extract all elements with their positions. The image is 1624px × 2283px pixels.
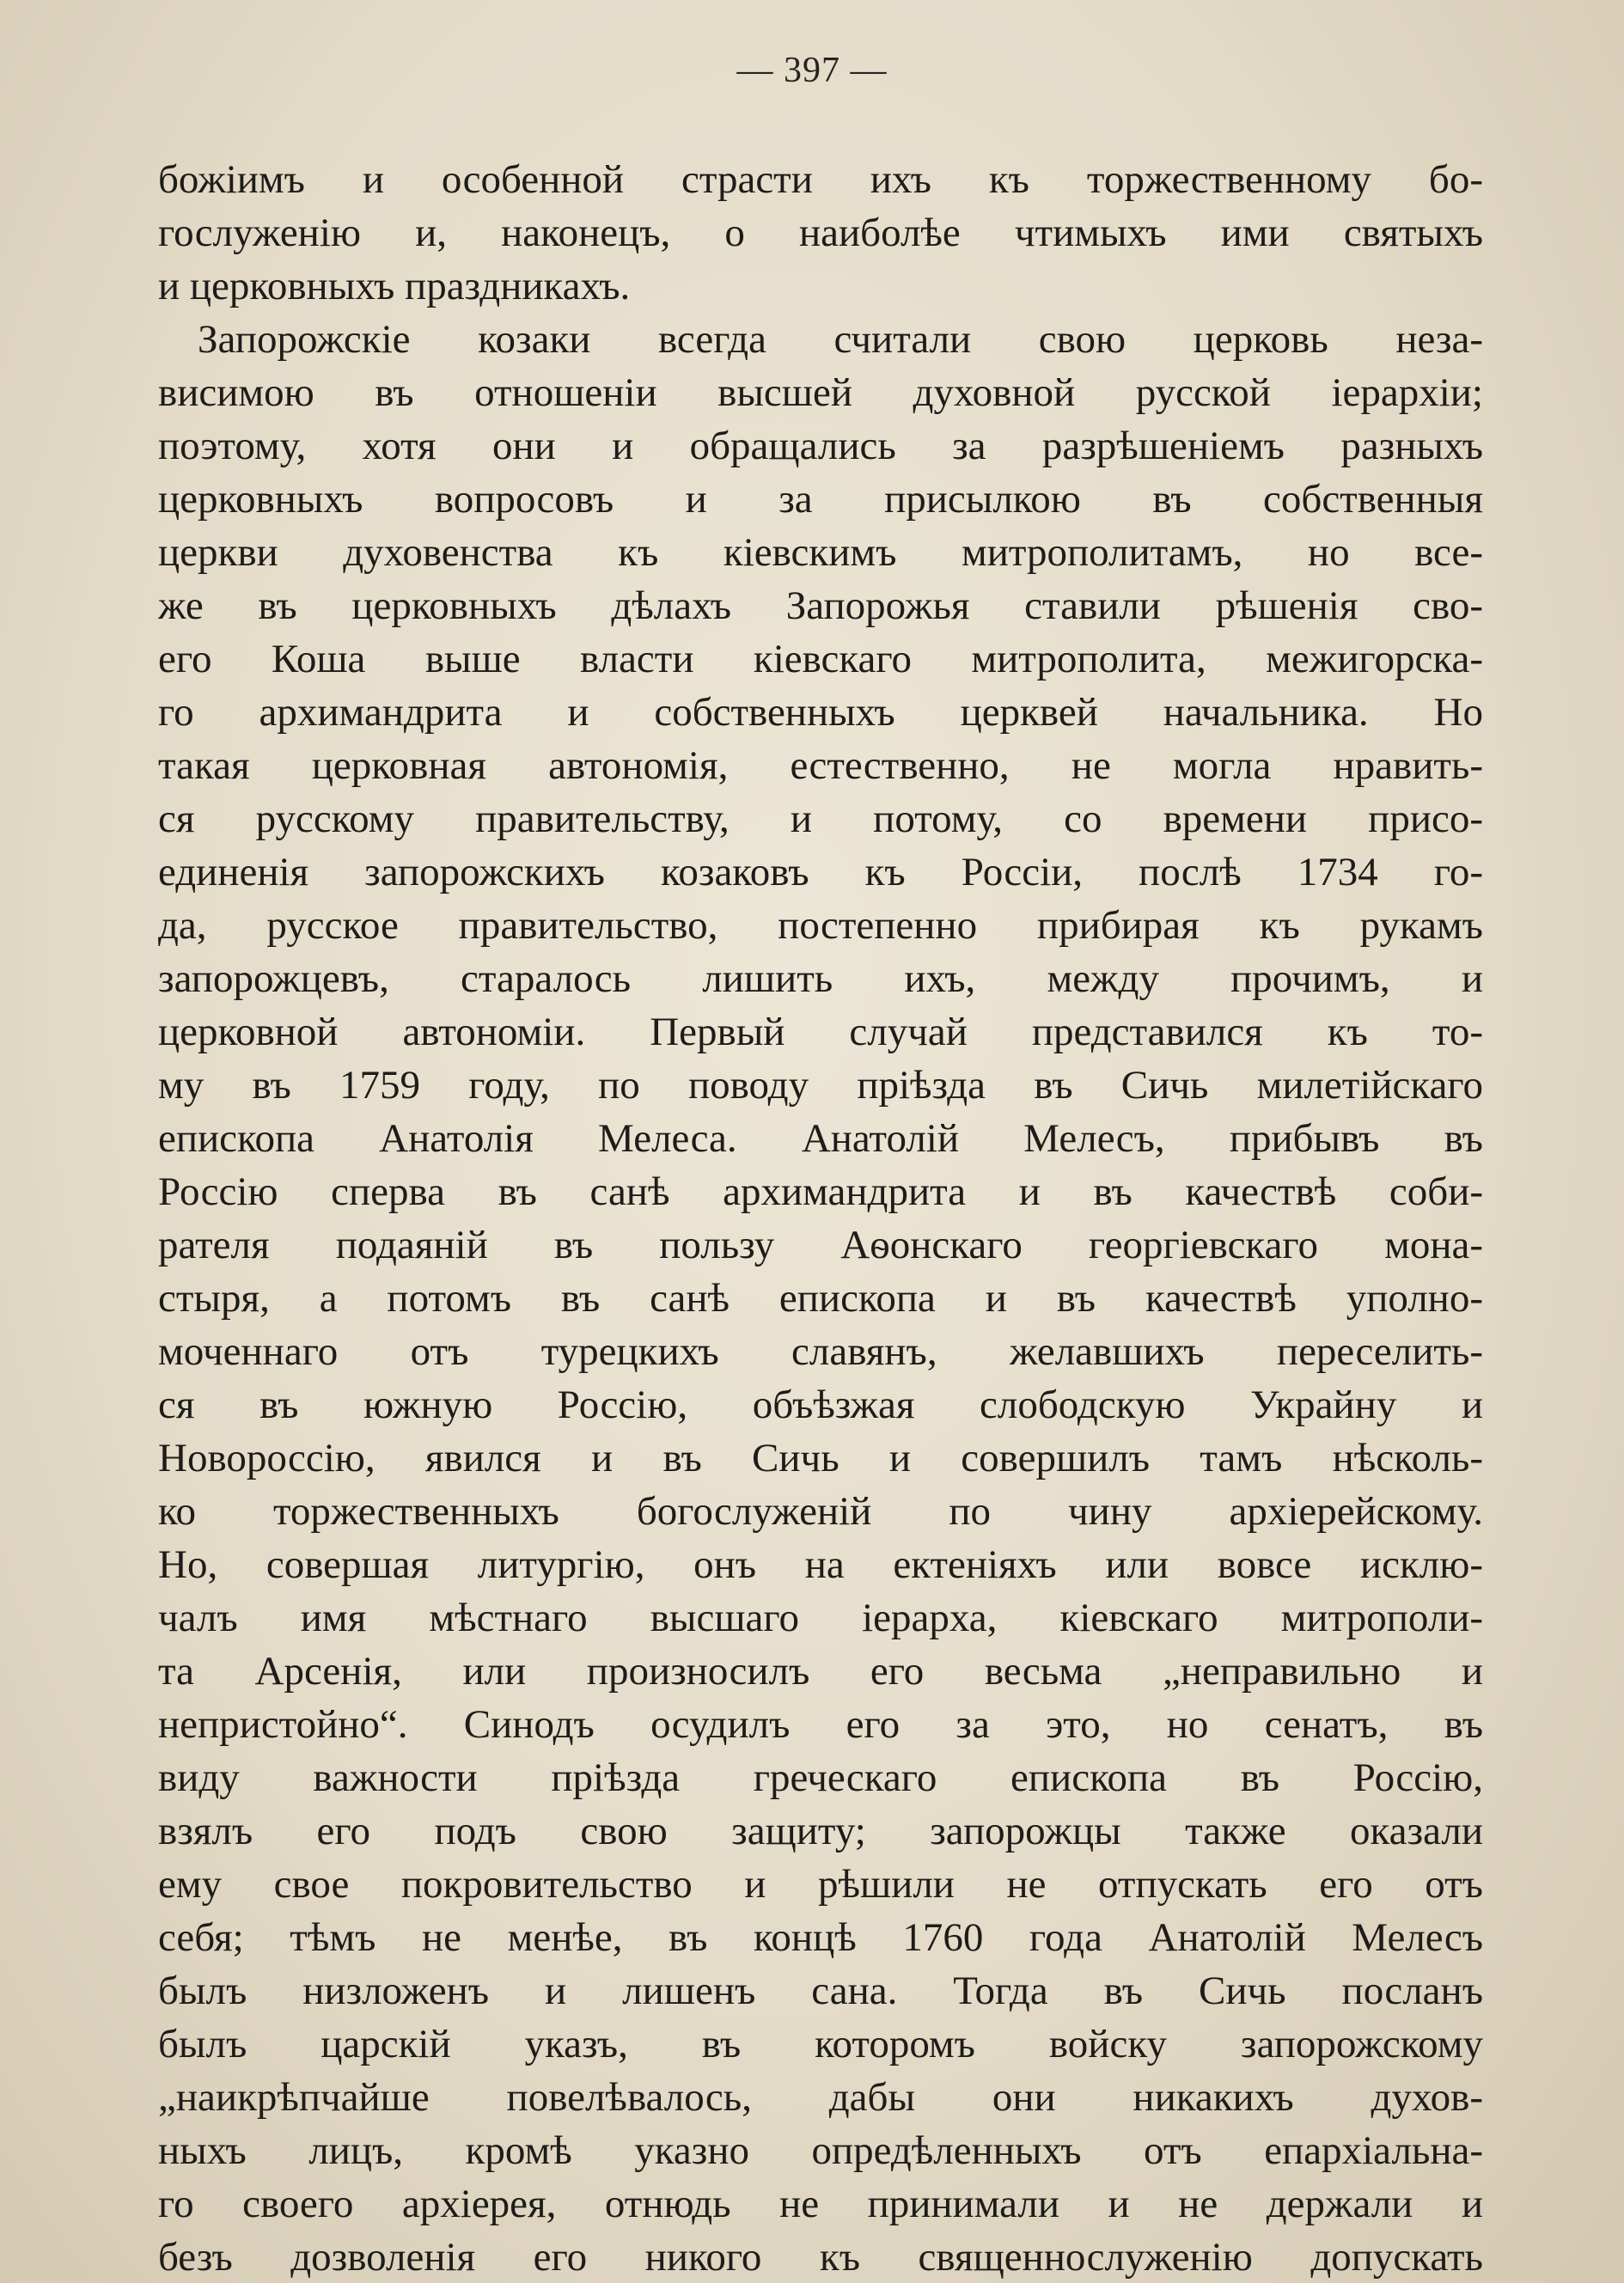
- text-line: его Коша выше власти кіевскаго митрополита, межигорска-: [158, 637, 1483, 681]
- text-line: стыря, а потомъ въ санѣ епископа и въ качествѣ уполно-: [158, 1276, 1483, 1321]
- text-line: взялъ его подъ свою защиту; запорожцы также оказали: [158, 1809, 1483, 1853]
- text-line: го архимандрита и собственныхъ церквей начальника. Но: [158, 690, 1483, 735]
- text-line: го своего архіерея, отнюдь не принимали и не держали и: [158, 2182, 1483, 2226]
- text-line: такая церковная автономія, естественно, не могла нравить-: [158, 743, 1483, 788]
- text-line: поэтому, хотя они и обращались за разрѣшеніемъ разныхъ: [158, 424, 1483, 468]
- text-line: Но, совершая литургію, онъ на ектеніяхъ или вовсе исклю-: [158, 1542, 1483, 1587]
- text-line: ему свое покровительство и рѣшили не отпускать его отъ: [158, 1862, 1483, 1907]
- text-line: единенія запорожскихъ козаковъ къ Россіи, послѣ 1734 го-: [158, 850, 1483, 894]
- text-line: былъ царскій указъ, въ которомъ войску запорожскому: [158, 2022, 1483, 2066]
- text-line: церкви духовенства къ кіевскимъ митрополитамъ, но все-: [158, 530, 1483, 575]
- text-line: виду важности пріѣзда греческаго епископа въ Россію,: [158, 1755, 1483, 1800]
- page-number: — 397 —: [736, 51, 888, 90]
- text-line: та Арсенія, или произносилъ его весьма „неправильно и: [158, 1649, 1483, 1694]
- text-line: и церковныхъ праздникахъ.: [158, 264, 631, 308]
- text-line: ко торжественныхъ богослуженій по чину архіерейскому.: [158, 1489, 1483, 1534]
- text-line: церковной автономіи. Первый случай представился къ то-: [158, 1010, 1483, 1054]
- text-line: непристойно“. Синодъ осудилъ его за это, но сенатъ, въ: [158, 1702, 1483, 1747]
- text-line: ся въ южную Россію, объѣзжая слободскую Украйну и: [158, 1383, 1483, 1427]
- text-line: чалъ имя мѣстнаго высшаго іерарха, кіевскаго митрополи-: [158, 1596, 1483, 1640]
- text-line: божіимъ и особенной страсти ихъ къ торжественному бо-: [158, 157, 1483, 202]
- text-line: Новороссію, явился и въ Сичь и совершилъ тамъ нѣсколь-: [158, 1436, 1483, 1480]
- text-line: же въ церковныхъ дѣлахъ Запорожья ставили рѣшенія сво-: [158, 583, 1483, 628]
- text-line: висимою въ отношеніи высшей духовной русской іерархіи;: [158, 370, 1483, 415]
- text-line: епископа Анатолія Мелеса. Анатолій Мелесъ, прибывъ въ: [158, 1116, 1483, 1161]
- text-line: моченнаго отъ турецкихъ славянъ, желавшихъ переселить-: [158, 1329, 1483, 1374]
- body-text: [158, 153, 1483, 2283]
- text-line: гослуженію и, наконецъ, о наиболѣе чтимыхъ ими святыхъ: [158, 211, 1483, 255]
- text-line: себя; тѣмъ не менѣе, въ концѣ 1760 года Анатолій Мелесъ: [158, 1915, 1483, 1960]
- text-line: да, русское правительство, постепенно прибирая къ рукамъ: [158, 903, 1483, 948]
- text-line: Запорожскіе козаки всегда считали свою церковь неза-: [198, 317, 1483, 362]
- text-line: му въ 1759 году, по поводу пріѣзда въ Сичь милетійскаго: [158, 1063, 1483, 1108]
- text-line: рателя подаяній въ пользу Аѳонскаго георгіевскаго мона-: [158, 1223, 1483, 1267]
- text-line: былъ низложенъ и лишенъ сана. Тогда въ Сичь посланъ: [158, 1969, 1483, 2013]
- text-line: ся русскому правительству, и потому, со времени присо-: [158, 797, 1483, 841]
- text-line: запорожцевъ, старалось лишить ихъ, между прочимъ, и: [158, 956, 1483, 1001]
- text-line: Россію сперва въ санѣ архимандрита и въ качествѣ соби-: [158, 1169, 1483, 1214]
- text-line: ныхъ лицъ, кромѣ указно опредѣленныхъ отъ епархіальна-: [158, 2128, 1483, 2173]
- text-line: „наикрѣпчайше повелѣвалось, дабы они никакихъ духов-: [158, 2075, 1483, 2120]
- text-line: безъ дозволенія его никого къ священнослуженію допускать: [158, 2235, 1483, 2280]
- text-line: церковныхъ вопросовъ и за присылкою въ собственныя: [158, 477, 1483, 522]
